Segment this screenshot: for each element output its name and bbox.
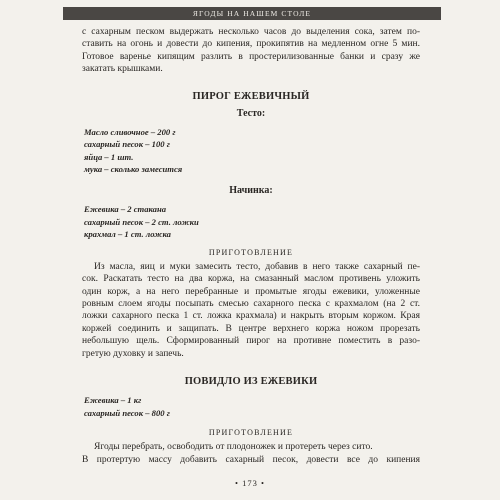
ingredient-item: сахарный песок – 100 г	[84, 139, 170, 150]
preparation-heading: ПРИГОТОВЛЕНИЕ	[208, 428, 294, 438]
text-line: коржей соединить и защипать. В центре верхнего коржа ножом прорезать	[82, 323, 420, 334]
text-line: ровным слоем ягоды посыпать смесью сахарного песка с крахмалом (на 2 ст.	[82, 299, 420, 309]
dough-heading: Тесто:	[236, 107, 266, 119]
text-line: Ягоды перебрать, освободить от плодоножек и протереть через сито.	[94, 442, 373, 453]
text-line: закатать крышками.	[82, 64, 163, 75]
ingredient-item: Ежевика – 2 стакана	[84, 204, 167, 214]
text-line: ложки сахарного песка 1 ст. ложка крахмала) и накрыть вторым коржом. Края	[82, 311, 420, 322]
running-header	[63, 7, 441, 20]
ingredient-item: крахмал – 1 ст. ложка	[84, 229, 171, 240]
page-content	[82, 26, 420, 466]
ingredient-item: яйца – 1 шт.	[84, 151, 134, 162]
page-number: • 173 •	[235, 478, 265, 488]
text-line: сок. Раскатать тесто на два коржа, на смазанный маслом противень уложить	[82, 274, 420, 285]
dough-ingredients	[84, 126, 420, 176]
filling-ingredients	[84, 203, 420, 241]
intro-paragraph	[82, 26, 420, 76]
text-line: один корж, а на него перебранные и промытые ягоды ежевики, уложенные	[82, 286, 420, 297]
preparation-text	[82, 261, 420, 360]
ingredient-item: Ежевика – 1 кг	[84, 395, 142, 406]
recipe-title: ПИРОГ ЕЖЕВИЧНЫЙ	[192, 90, 310, 102]
text-line: Готовое варенье кипящим разлить в простерилизованные банки и сразу же	[82, 51, 420, 62]
ingredient-item: сахарный песок – 800 г	[84, 407, 170, 418]
text-line: гретую духовку и запечь.	[82, 348, 184, 359]
text-line: В протертую массу добавить сахарный песок, довести все до кипения	[82, 454, 420, 465]
preparation-heading: ПРИГОТОВЛЕНИЕ	[208, 247, 294, 257]
ingredient-item: сахарный песок – 2 ст. ложки	[84, 216, 199, 227]
filling-heading: Начинка:	[229, 185, 273, 196]
text-line: небольшую щель. Сформированный пирог на противне поместить в разо-	[82, 336, 420, 347]
recipe2-ingredients	[84, 394, 420, 419]
ingredient-item: мука – сколько замесится	[84, 164, 183, 175]
ingredient-item: Масло сливочное – 200 г	[84, 126, 176, 137]
text-line: ставить на огонь и довести до кипения, прокипятив на медленном огне 5 мин.	[82, 39, 420, 50]
running-header-title: ЯГОДЫ НА НАШЕМ СТОЛЕ	[192, 9, 312, 18]
recipe-title: ПОВИДЛО ИЗ ЕЖЕВИКИ	[184, 376, 318, 388]
preparation-text	[82, 441, 420, 466]
text-line: с сахарным песком выдержать несколько часов до выделения сока, затем по-	[82, 27, 420, 37]
text-line: Из масла, яиц и муки замесить тесто, добавив в него также сахарный пе-	[94, 261, 420, 272]
